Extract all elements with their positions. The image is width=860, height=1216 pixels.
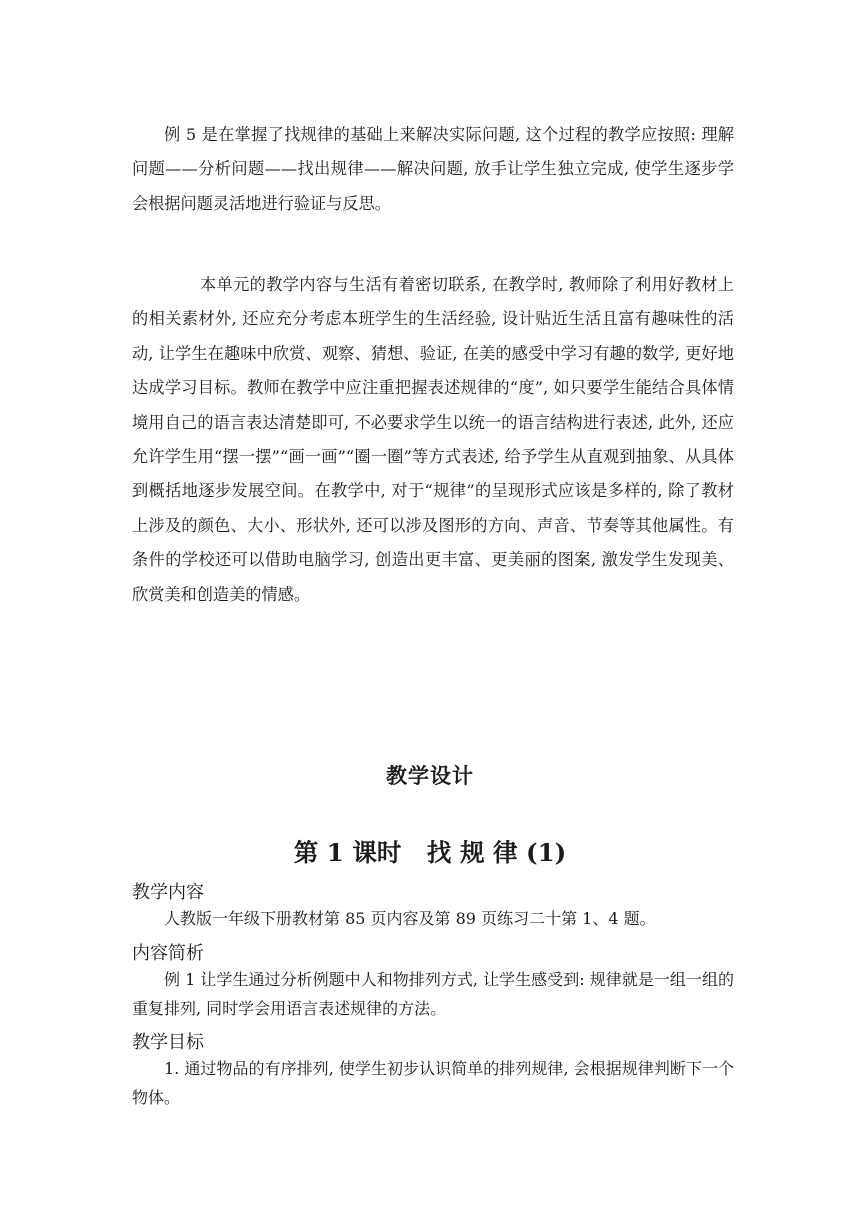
section-body-analysis: 例 1 让学生通过分析例题中人和物排列方式, 让学生感受到: 规律就是一组一组的重复排列, 同时学会用语言表述规律的方法。	[132, 970, 734, 1018]
lesson-title: 第 1 课时 找 规 律 (1)	[293, 838, 567, 867]
document-title: 教学设计	[386, 764, 474, 788]
section-heading-content: 教学内容	[132, 882, 204, 903]
section-heading-analysis: 内容简析	[132, 943, 204, 964]
section-body-goals: 1. 通过物品的有序排列, 使学生初步认识简单的排列规律, 会根据规律判断下一个物体。	[132, 1059, 734, 1107]
section-body-content: 人教版一年级下册教材第 85 页内容及第 89 页练习二十第 1、4 题。	[164, 909, 656, 928]
paragraph-example-5: 例 5 是在掌握了找规律的基础上来解决实际问题, 这个过程的教学应按照: 理解问题——分析问题——找出规律——解决问题, 放手让学生独立完成, 使学生逐步学会根据问题灵活地进行验证与反思。	[132, 125, 734, 213]
section-heading-goals: 教学目标	[132, 1032, 204, 1053]
paragraph-unit-teaching: 本单元的教学内容与生活有着密切联系, 在教学时, 教师除了利用好教材上的相关素材外, 还应充分考虑本班学生的生活经验, 设计贴近生活且富有趣味性的活动, 让学生在趣味中欣赏、观察、猜想、验证, 在美的感受中学习有趣的数学, 更好地达成学习目标。教师在教学中应注重把握表述规律的“度”, 如只要学生能结合具体情境用自己的语言表达清楚即可, 不必要求学生以统一的语言结构进行表述, 此外, 还应允许学生用“摆一摆”“画一画”“圈一圈”等方式表述, 给予学生从直观到抽象、从具体到概括地逐步发展空间。在教学中, 对于“规律”的呈现形式应该是多样的, 除了教材上涉及的颜色、大小、形状外, 还可以涉及图形的方向、声音、节奏等其他属性。有条件的学校还可以借助电脑学习, 创造出更丰富、更美丽的图案, 激发学生发现美、欣赏美和创造美的情感。	[132, 275, 734, 604]
